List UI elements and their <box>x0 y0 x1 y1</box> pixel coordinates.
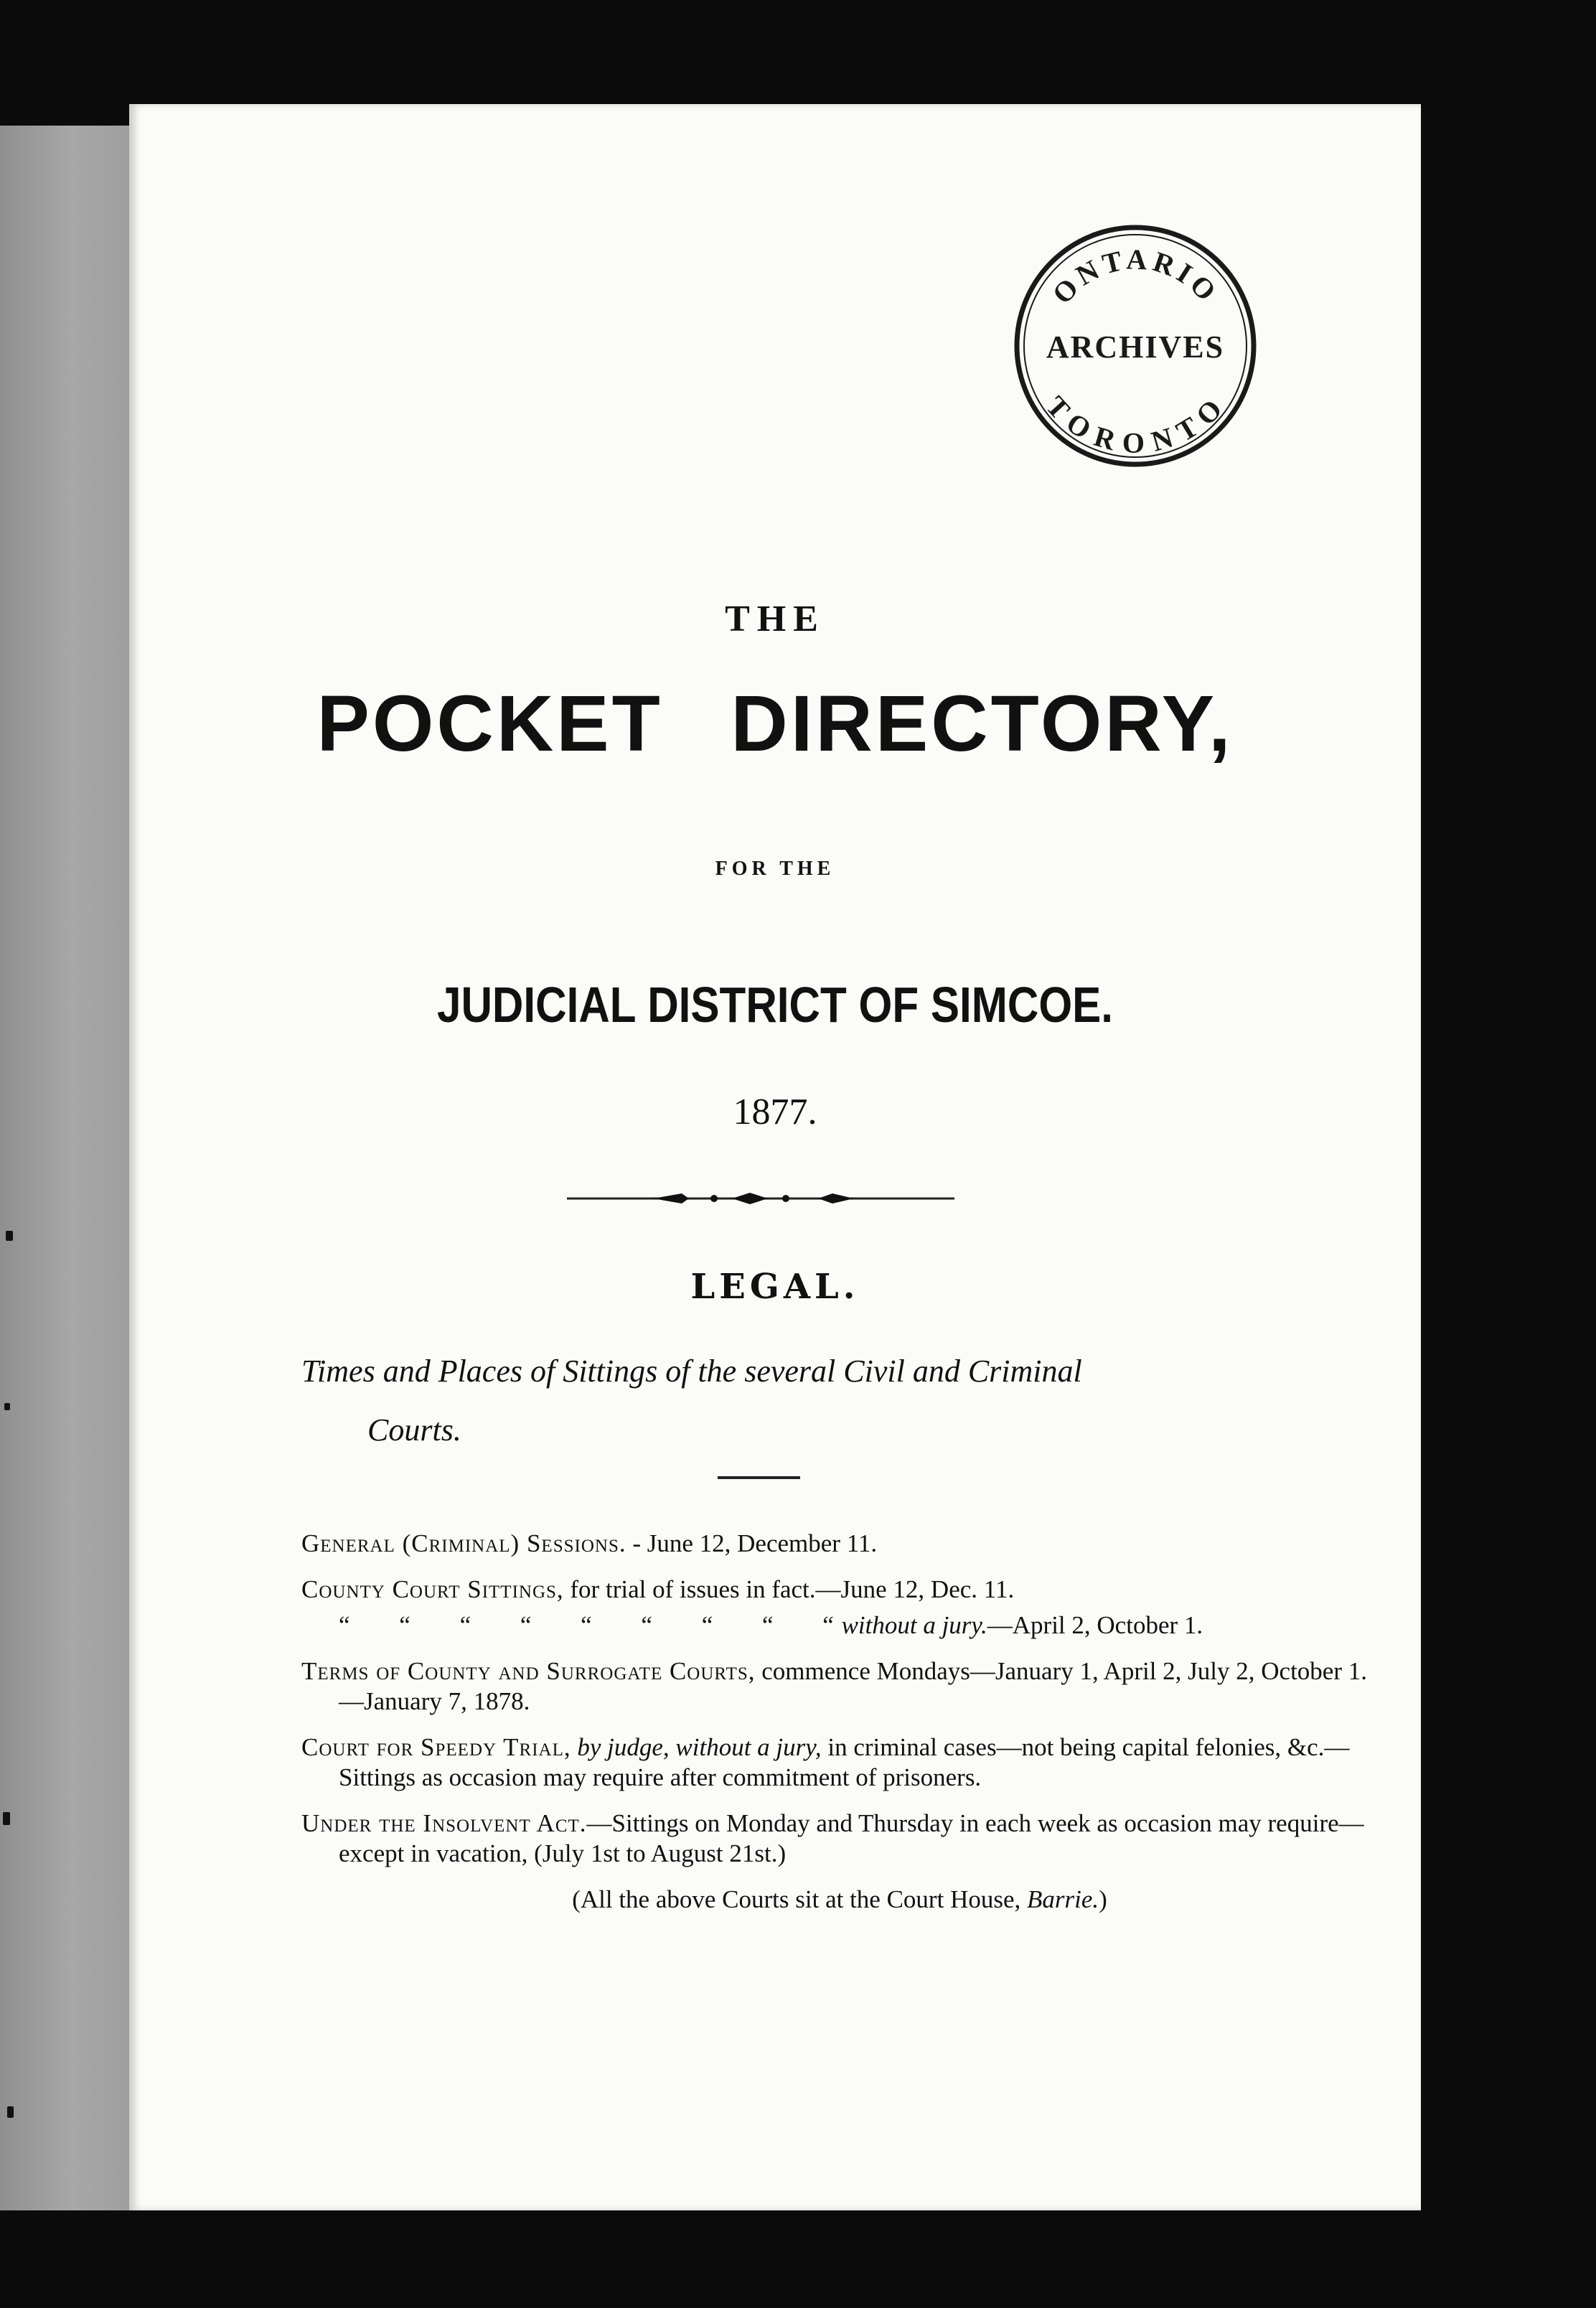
svg-text:ARCHIVES: ARCHIVES <box>1046 329 1225 365</box>
title-for-the: FOR THE <box>715 858 835 880</box>
svg-text:ONTARIO: ONTARIO <box>1046 243 1226 310</box>
page-title: POCKET DIRECTORY, <box>316 680 1234 768</box>
section-subtitle <box>301 1342 1356 1460</box>
subtitle-line-1: Times and Places of Sittings of the several Civil and Criminal <box>301 1354 1082 1389</box>
subtitle-line-2: Courts. <box>367 1412 461 1448</box>
svg-text:TORONTO: TORONTO <box>1040 390 1231 459</box>
entry-terms <box>301 1656 1378 1717</box>
entry-italic: without a jury. <box>835 1611 987 1639</box>
courts-note <box>301 1885 1378 1915</box>
entry-italic: by judge, without a jury, <box>571 1733 822 1761</box>
ditto-marks: “ “ “ “ “ “ “ “ “ <box>339 1611 835 1639</box>
title-district: JUDICIAL DISTRICT OF SIMCOE. <box>436 977 1114 1033</box>
entry-label: Under the Insolvent Act. <box>301 1809 587 1837</box>
speck <box>3 1812 10 1825</box>
entry-speedy-trial <box>301 1732 1378 1793</box>
title-year: 1877. <box>733 1092 817 1132</box>
entry-text: commence Mondays—January 1, April 2, July 2, October 1.—January 7, 1878. <box>339 1657 1367 1715</box>
entry-text: - June 12, December 11. <box>626 1529 878 1557</box>
entry-text: in criminal cases—not being capital felonies, &c.—Sittings as occasion may require after commitment of prisoners. <box>339 1733 1350 1791</box>
document-page <box>129 104 1421 2210</box>
speck <box>7 2106 14 2118</box>
entry-county-court-no-jury <box>301 1610 1378 1641</box>
speck <box>6 1231 13 1241</box>
entry-general-sessions <box>301 1529 1378 1559</box>
archives-stamp <box>1012 222 1259 470</box>
entry-label: County Court Sittings, <box>301 1575 564 1603</box>
note-place: Barrie. <box>1027 1885 1099 1913</box>
archives-stamp-seal <box>1012 222 1259 470</box>
entry-label: General (Criminal) Sessions. <box>301 1529 626 1557</box>
note-after: ) <box>1099 1885 1107 1913</box>
section-heading: LEGAL. <box>690 1267 860 1307</box>
entry-label: Court for Speedy Trial, <box>301 1733 571 1761</box>
ornament-divider <box>567 1184 954 1213</box>
title-the: THE <box>725 599 825 639</box>
note-before: (All the above Courts sit at the Court House, <box>572 1885 1027 1913</box>
short-rule <box>718 1476 800 1479</box>
entry-text: —Sittings on Monday and Thursday in each week as occasion may require—except in vacation, (July 1st to August 21st.) <box>339 1809 1364 1867</box>
entry-county-court <box>301 1575 1378 1605</box>
court-entries <box>301 1529 1378 1931</box>
entry-label: Terms of County and Surrogate Courts, <box>301 1657 756 1685</box>
entry-insolvent-act <box>301 1809 1378 1869</box>
speck <box>4 1403 10 1410</box>
entry-text: for trial of issues in fact.—June 12, Dec. 11. <box>563 1575 1015 1603</box>
entry-text: —April 2, October 1. <box>987 1611 1203 1639</box>
